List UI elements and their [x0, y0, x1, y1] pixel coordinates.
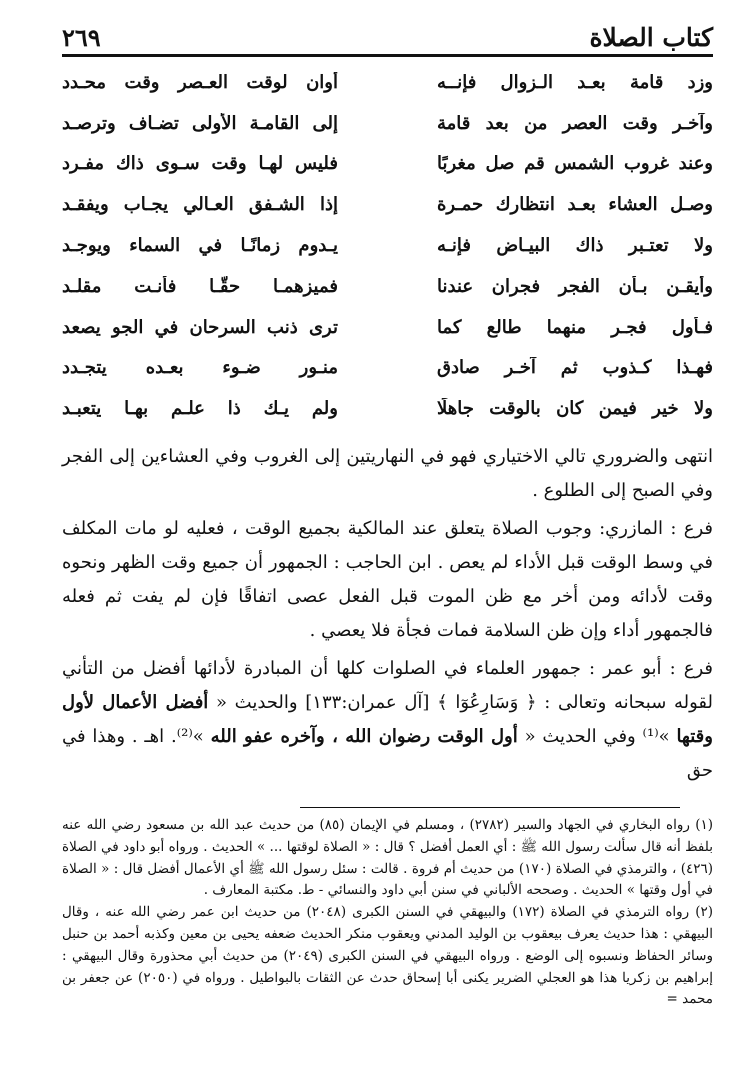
verse: [62, 266, 713, 307]
paragraph-text: »⁽²⁾. اهـ . وهذا في حق: [62, 726, 713, 781]
verse: [62, 184, 713, 225]
paragraph-text: فرع : أبو عمر : جمهور العلماء في الصلوات كلها أن المبادرة لأدائها أفضل من التأني لقوله سبحانه وتعالى : ﴿ وَسَارِعُوٓا ﴾ [آل عمران:١٣٣] والحديث «: [62, 658, 713, 713]
header-rule: [62, 54, 713, 57]
page-header: [62, 16, 713, 52]
verse-first-hemistich: وآخـر وقت العصر من بعد قامة: [437, 112, 713, 134]
verse: [62, 225, 713, 266]
poem: [62, 62, 713, 429]
footnotes: [62, 815, 713, 1011]
body-text: [62, 440, 713, 792]
paragraph-ending: انتهى والضروري تالي الاختياري فهو في النهاريتين إلى الغروب وفي العشاءين إلى الفجر وفي الصبح إلى الطلوع .: [62, 446, 713, 501]
paragraph-mazari: فرع : المازري: وجوب الصلاة يتعلق عند المالكية بجميع الوقت ، فعليه لو مات المكلف في وسط الوقت قبل الأداء لم يعص . ابن الحاجب : الجمهور أن جميع وقت الظهر ونحوه وقت لأدائه ومن أخر مع ظن الموت قبل الفعل عصى اتفاقًا فإن لم يفت ثم فعله فالجمهور أداء وإن ظن السلامة فمات فجأة فلا يعصي .: [62, 518, 713, 641]
verse: [62, 144, 713, 185]
verse: [62, 62, 713, 103]
verse-second-hemistich: إذا الشـفق العـالي يجـاب ويفقـد: [62, 194, 338, 216]
verse-first-hemistich: فهـذا كـذوب ثم آخـر صادق: [437, 357, 713, 379]
footnote: (٢) رواه الترمذي في الصلاة (١٧٢) والبيهقي في السنن الكبرى (٢٠٤٨) من حديث ابن عمر رضي الله عنه ، وقال البيهقي : هذا حديث يعرف بيعقوب بن الوليد المدني ويعقوب منكر الحديث ضعفه يحيى بن معين وكذبه أحمد بن حنبل وسائر الحفاظ ونسبوه إلى الوضع . ورواه البيهقي في السنن الكبرى (٢٠٤٩) من حديث أبي محذورة وقال البيهقي : إبراهيم بن زكريا هذا هو العجلي الضرير يكنى أبا إسحاق حدث عن الثقات بالبواطيل . ورواه في (٢٠٥٠) عن جعفر بن محمد =: [62, 904, 714, 1008]
verse-first-hemistich: وزد قامة بعـد الـزوال فإنــه: [437, 71, 713, 93]
verse: [62, 103, 713, 144]
verse-second-hemistich: إلى القامـة الأولى تضـاف وترصـد: [62, 112, 338, 134]
verse-first-hemistich: وأيقـن بـأن الفجر فجران عندنا: [437, 275, 713, 297]
verse-second-hemistich: فميزهمـا حقًّـا فأنـت مقلـد: [62, 275, 338, 297]
footnote-rule: [300, 807, 680, 808]
verse-first-hemistich: وصـل العشاء بعـد انتظارك حمـرة: [437, 194, 713, 216]
verse-second-hemistich: يـدوم زمانًـا في السماء ويوجـد: [62, 235, 338, 257]
verse-second-hemistich: منـور ضـوء بعـده يتجـدد: [62, 357, 338, 379]
paragraph-text: »⁽¹⁾ وفي الحديث «: [524, 726, 670, 747]
verse-second-hemistich: فليس لهـا وقت سـوى ذاك مفـرد: [62, 153, 338, 175]
footnote: (١) رواه البخاري في الجهاد والسير (٢٧٨٢) ، ومسلم في الإيمان (٨٥) من حديث عبد الله بن مسعود رضي الله عنه بلفظ أنه قال سألت رسول الله ﷺ : أي العمل أفضل ؟ قال : « الصلاة لوقتها ... » الحديث . ورواه أبو داود في الصلاة (٤٢٦) ، والترمذي في الصلاة (١٧٠) من حديث أم فروة . قالت : سئل رسول الله ﷺ أي الأعمال أفضل قال : « الصلاة في أول وقتها » الحديث . وصححه الألباني في سنن أبي داود والنسائي - ط. مكتبة المعارف .: [62, 817, 714, 899]
verse: [62, 388, 713, 429]
verse-second-hemistich: ترى ذنب السرحان في الجو يصعد: [62, 316, 338, 338]
paragraph-abu-umar: [62, 652, 713, 788]
running-title: كتاب الصلاة: [589, 23, 713, 52]
verse-first-hemistich: ولا تعتـبر ذاك البيـاض فإنـه: [437, 235, 713, 257]
verse-first-hemistich: وعند غروب الشمس قم صل مغربًا: [437, 153, 713, 175]
page-number: ٢٦٩: [62, 23, 101, 52]
verse-second-hemistich: ولم يـك ذا علـم بهـا يتعبـد: [62, 398, 338, 420]
verse: [62, 307, 713, 348]
verse-first-hemistich: فـأول فجـر منهما طالع كما: [437, 316, 713, 338]
verse: [62, 348, 713, 389]
verse-second-hemistich: أوان لوقت العـصر وقت محـدد: [62, 71, 338, 93]
hadith-quote: أول الوقت رضوان الله ، وآخره عفو الله: [210, 726, 518, 747]
verse-first-hemistich: ولا خير فيمن كان بالوقت جاهلًا: [437, 398, 713, 420]
hadith-quote: أفضل الأعمال لأول وقتها: [62, 692, 713, 747]
